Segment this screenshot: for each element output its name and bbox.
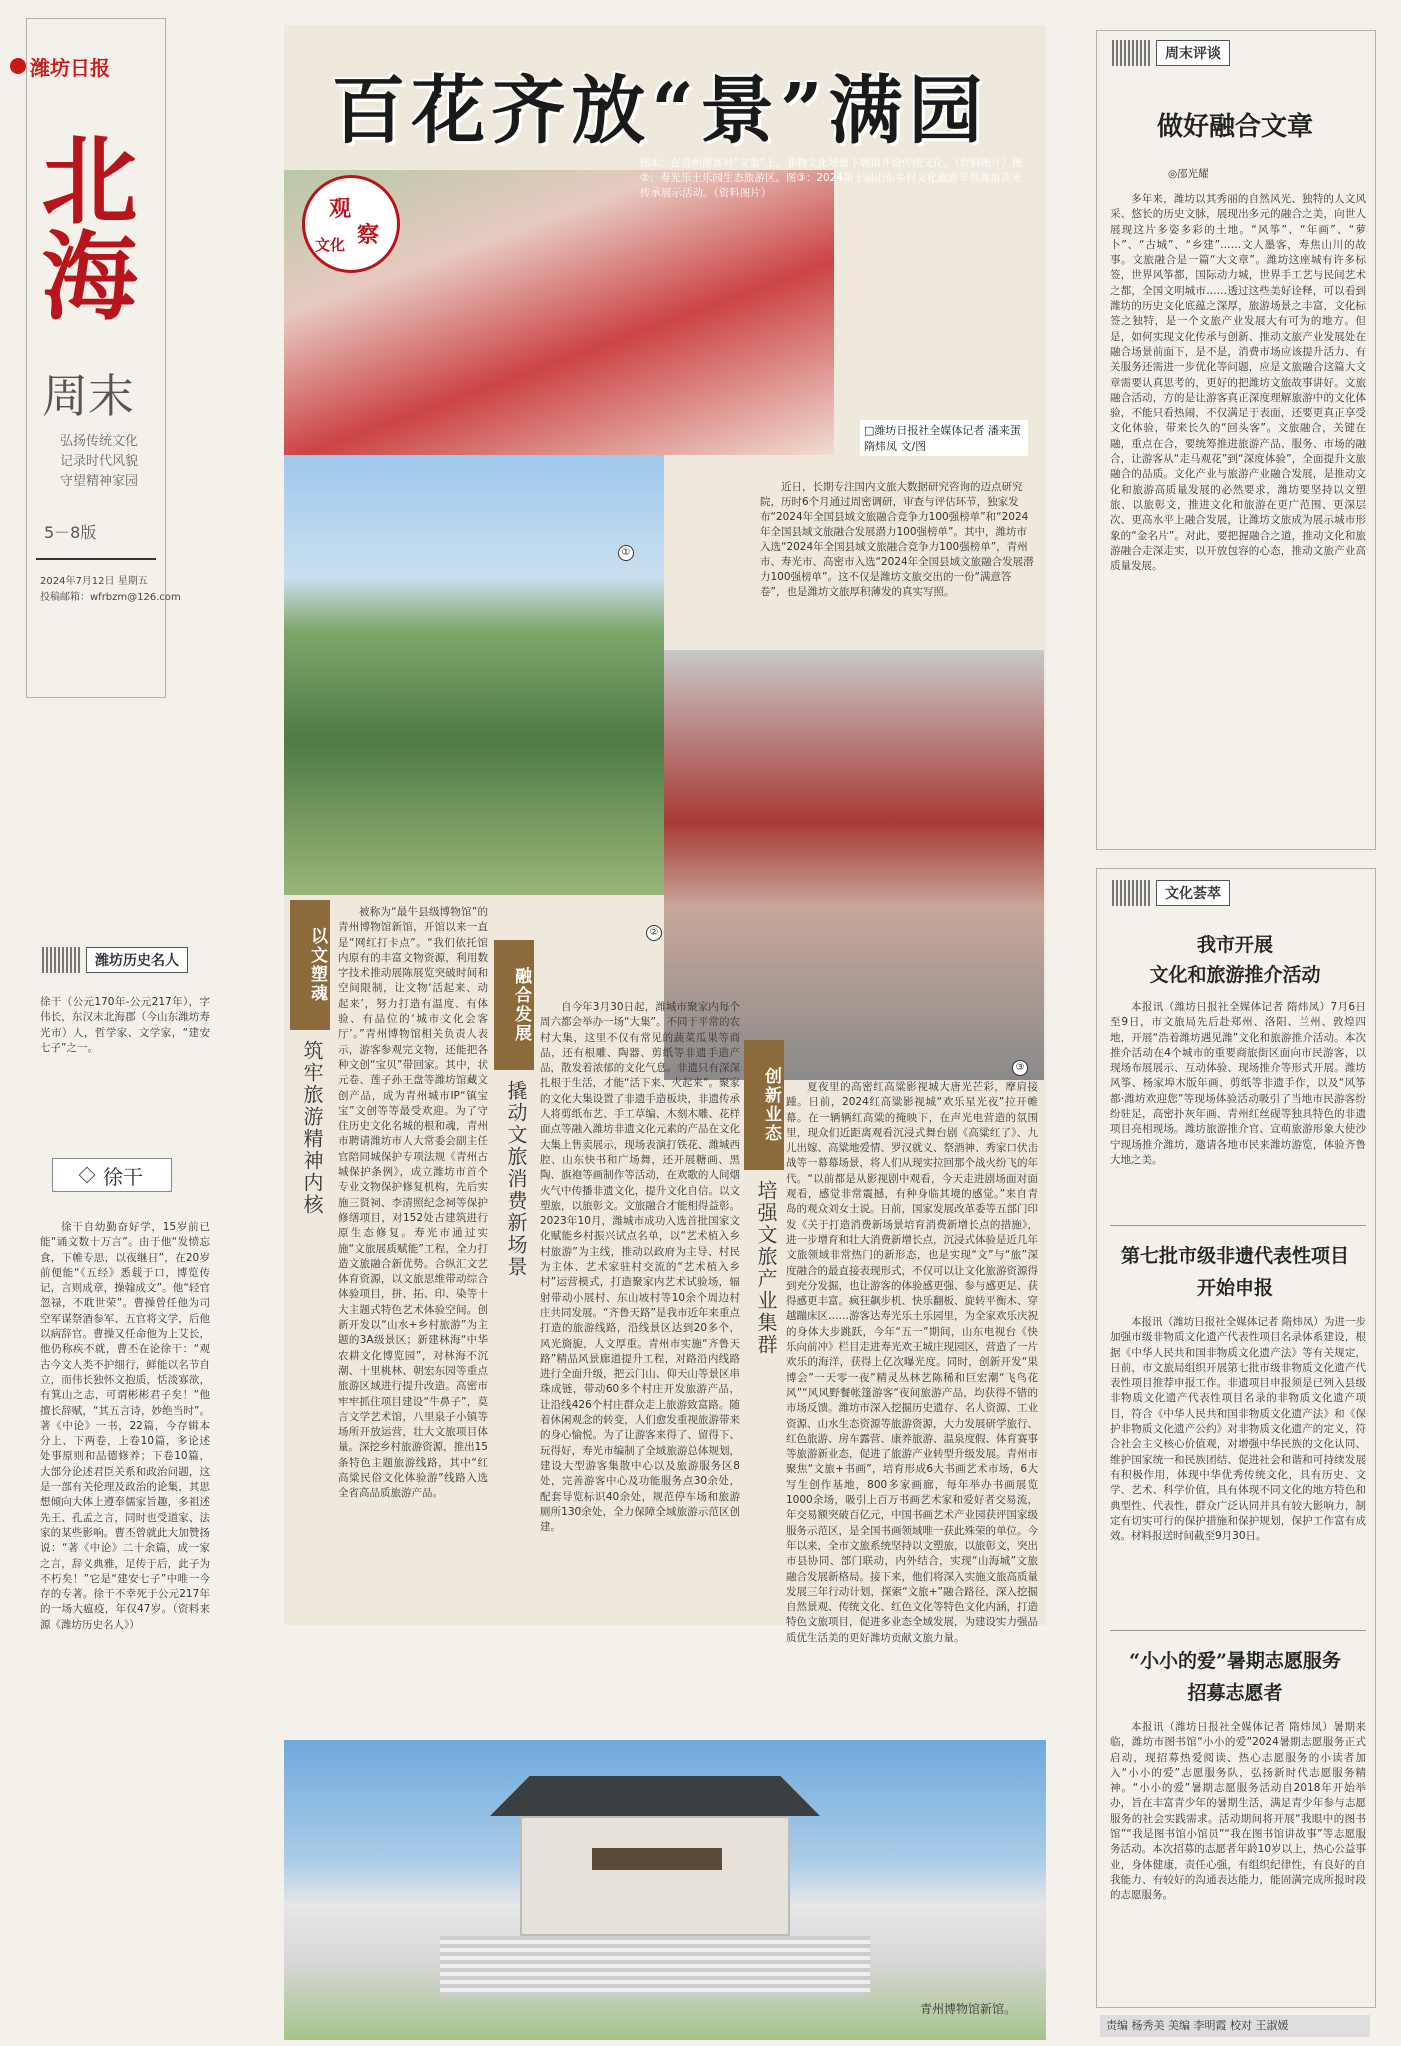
edition-label: 5－8版	[44, 523, 97, 542]
section-3-body: 夏夜里的高密红高粱影视城大唐光芒彩，摩肩接踵。日前，2024红高粱影视城“欢乐星光夜”拉开帷幕。在一辆辆红高粱的掩映下，在声光电营造的氛围里，现众们近距离观看沉浸式舞台剧《高粱红了》、九儿出嫁、高粱地爱情、罗汉就义、祭酒神、秀家口伏击战等一幕幕场景，将人们从现实拉回那个战火纷飞的年代。“以前都是从影视剧中观看，今天走进剧场面对面观看，感觉非常震撼，有种身临其境的感觉。”来自青岛的观众刘女士说。日前，国家发展改革委等五部门印发《关于打造消费新场景培育消费新增长点的措施》，进一步增育和壮大消费新增长点，沉浸式体验是近几年文旅领域非常热门的新形态，也是实现“文”与“旅”深度融合的最直接表现形式，不仅可以让文化旅游资源得到充分发掘，也让游客的体验感更强、参与感更足、获得感更丰富。疯狂飙步机、快乐翻板、旋转平衡木、穿越蹦床区……游客达寿光乐土乐园里，为全家欢乐庆祝的身体大步跳跃，今年“五一”期间，山东电视台《快乐向前冲》栏目走进寿光欢王城庄现园区，营造了一片欢乐的海洋，获得上亿次曝光度。同时，创新开发“果博会”一天零一夜”精灵丛林艺陈稀和巨宏潮“飞鸟花风”“风风野餐帐篷游客“夜间旅游产品，均获得不错的市场反馈。潍坊市深入挖掘历史遗存、名人资源、工业资源、山水生态资源等旅游资源，大力发展研学旅行、红色旅游、房车露营、康养旅游、温泉度假、体育赛事等旅游新业态，促进了旅游产业转型升级发展。青州市聚焦“文旅+书画”，培育形成6大书画艺术市场，6大写生创作基地，800多家画廊，每年举办书画展览1000余场，吸引上百万书画艺术家和爱好者交易流，年交易额突破百亿元，中国书画艺术产业园获评国家级服务示范区，是全国书画领域唯一获此殊荣的单位。今年以来，全市文旅系统坚持以文塑旅，以旅彰文，突出市县协同、部门联动，内外结合，实现“山海城”文旅融合发展新格局。接下来，他们将深入实施文旅高质量发展三年行动计划，探索“文旅+”融合路径，深入挖掘自然景观、传统文化、红色文化等特色文化内涵，打造特色文旅项目，促进多业态全域发展，为建设实力强品质优生活美的更好潍坊贡献文旅力量。	[786, 1081, 1038, 1644]
museum-roof	[490, 1776, 820, 1816]
slogan-3: 守望精神家园	[60, 474, 139, 489]
divider	[36, 558, 156, 560]
news-3-body: 本报讯（潍坊日报社全媒体记者 隋炜凤）暑期来临，潍坊市图书馆“小小的爱”2024暑期志愿服务正式启动，现招募热爱阅读、热心志愿服务的小读者加入“小小的爱”志愿服务队，弘扬新时代志愿服务精神。“小小的爱”暑期志愿服务活动自2018年开始举办，旨在丰富青少年的暑期生活，满足青少年参与志愿服务的社会实践需求。活动期间将开展“我眼中的图书馆”“我是图书馆小馆员”“我在图书馆讲故事”等志愿服务活动。本次招募的志愿者年龄10岁以上，热心公益事业，身体健康，责任心强，有组织纪律性，有良好的自我能力、有较好的沟通表达能力，能固满完成所报时段的志愿服务。	[1110, 1721, 1366, 1902]
barcode-ornament	[42, 947, 82, 973]
logo-text: 潍坊日报	[30, 55, 110, 80]
feature-intro: 近日，长期专注国内文旅大数据研究咨询的迈点研究院，历时6个月通过周密调研，审查与评估环节，独家发布“2024年全国县域文旅融合竞争力100强榜单”和“2024年全国县域文旅融合发展潜力100强榜单”。其中，潍坊市入选“2024年全国县域文旅融合竞争力100强榜单”，青州市、寿光市、高密市入选“2024年全国县域文旅融合发展潜力100强榜单”。这不仅是潍坊文旅交出的一份“满意答卷”，也是潍坊文旅厚积薄发的真实写照。	[760, 481, 1034, 598]
reporter-byline: □潍坊日报社全媒体记者 潘来蛋 隋炜凤 文/图	[860, 420, 1028, 456]
masthead-subtitle: 周末	[42, 369, 134, 423]
diamond-icon	[79, 1167, 96, 1184]
section-1-subtitle: 筑牢旅游精神内核	[300, 1040, 324, 1216]
history-section-tag: 潍坊历史名人	[42, 945, 188, 975]
slogan-1: 弘扬传统文化	[60, 434, 139, 449]
barcode-ornament	[1112, 880, 1152, 906]
logo-icon	[10, 58, 26, 74]
culture-section-tag: 文化荟萃	[1112, 878, 1230, 908]
commentary-author: ◎邵光耀	[1168, 168, 1209, 180]
photo-park-aerial	[284, 455, 664, 895]
divider	[1110, 1225, 1366, 1226]
section-3-subtitle: 培强文旅产业集群	[754, 1180, 778, 1356]
barcode-ornament	[1112, 40, 1152, 66]
history-intro: 徐干（公元170年-公元217年），字伟长，东汉末北海郡（今山东潍坊寿光市）人，哲学家、文学家，“建安七子”之一。	[40, 996, 210, 1054]
museum-caption: 青州博物馆新馆。	[920, 2002, 1017, 2016]
section-1-tag: 以文塑魂	[290, 900, 330, 1030]
section-2-tag: 融合发展	[494, 940, 534, 1070]
issue-date: 2024年7月12日 星期五	[40, 576, 148, 587]
photo-number-1: ①	[618, 545, 634, 561]
section-2-subtitle: 撬动文旅消费新场景	[504, 1080, 528, 1278]
feature-headline: 百花齐放“景”满园	[331, 68, 989, 154]
news-1-title: 我市开展 文化和旅游推介活动	[1149, 934, 1321, 986]
commentary-section-tag: 周末评谈	[1112, 38, 1230, 68]
observe-seal: 观 察 文化	[302, 175, 400, 273]
commentary-body: 多年来，潍坊以其秀丽的自然风光、独特的人文风采、悠长的历史文脉，展现出多元的融合之美，向世人展现这片多姿多彩的土地。“风筝”、“年画”、“萝卜”、“古城”、“乡建”……文人墨客，寿焦山川的故事。文旅融合是一篇“大文章”。潍坊这座城有许多标签，世界风筝都，国际动力城，世界手工艺与民间艺术之都，全国文明城市……透过这些美好诠释，可以看到潍坊的历史文化底蕴之深厚，旅游场景之丰富，文化标签之独特，是一个文旅产业发展大有可为的地方。但是，如何实现文化传承与创新、推动文旅产业发展处在融合场景前面下，是不是，消费市场应该提升活力、有关服务还需进一步优化等问题，应是文旅融合这篇大文章需要认真思考的，更好的把潍坊文旅故事讲好。文旅融合活动，方的是让游客真正深度理解旅游中的文化体验，不能只看热闹，不仅满足于表面，还要更真正享受文化体验，带来长久的“回头客”。文旅融合，关键在融，重点在合，要统筹推进旅游产品、服务、市场的融合，让游客从“走马观花”到“深度体验”，全面提升文旅融合的品质。文化产业与旅游产业融合发展，是推动文化和旅游高质量发展的必然要求，潍坊要坚持以文塑旅、以旅彰文，推进文化和旅游在更广范围、更深层次、更高水平上融合发展，让潍坊文旅成为展示城市形象的“金名片”。对此，要把握融合之道，推动文化和旅游融合走深走实，以开放包容的心态，推动文旅产业高质量发展。	[1110, 193, 1366, 573]
news-3-title: “小小的爱”暑期志愿服务 招募志愿者	[1129, 1650, 1341, 1704]
section-1-body: 被称为“最牛县级博物馆”的青州博物馆新馆，开馆以来一直是“网红打卡点”。“我们依托馆内原有的丰富文物资源，利用数字技术推动展陈展览突破时间和空间限制，让文物‘活起来、动起来’，努力打造有温度、有体验、有品位的‘城市文化会客厅’。”青州博物馆相关负责人表示，游客参观完文物，还能把各种文创“宝贝”带回家。其中，状元卷、莲子孙王盘等潍坊馆藏文创产品，成为青州城市IP“镇宝宝”文创等等最受欢迎。为了守住历史文化名城的根和魂，青州市聘请潍坊市人大常委会副主任官陪同城保护专项法规《青州古城保护条例》，成立潍坊市首个专业文物保护修复机构，先后实施三贤祠、李清照纪念祠等保护修缮项目，对152处古建筑进行原生态修复。寿光市通过实施“文旅展质赋能”工程，全力打造文旅融合新优势。合纵汇文艺体育资源，以文旅思维带动综合体验项目，拼、拓、印、染等十大主题式特色艺术体验空间。创新开发以“山水+乡村旅游”为主题的3A级景区；新建林海“中华农耕文化博览园”，对林海不沉潮、十里桃林、朝宏东园等重点旅游区域进行提升改造。高密市牢牢抓住项目建设“牛鼻子”，莫言文学艺术馆，八里泉子小镇等场所开放运营，壮大文旅项目体量。深挖乡村旅游资源，推出15条特色主题旅游线路，其中“红高粱民俗文化体验游”线路入选全省高品质旅游产品。	[338, 906, 488, 1500]
museum-steps	[440, 1936, 870, 1996]
news-1-body: 本报讯（潍坊日报社全媒体记者 隋炜凤）7月6日至9日，市文旅局先后赴郑州、洛阳、兰州、敦煌四地，开展“浩着潍坊遇见潍”文化和旅游推介活动。本次推介活动在4个城市的重要商旅街区面向市民游客，以现场布展展示、互动体验、现场推介等形式开展。潍坊风筝、杨家埠木版年画、剪纸等非遗手作，以及“风筝都·潍坊欢迎您”等现场体验活动吸引了当地市民游客纷纷驻足，高密扑灰年画、青州红丝砚等独具特色的非遗项目亮相现场。潍坊旅游推介官、宣萌旅游形象大使沙宁现场推介潍坊，邀请各地市民来潍坊游览，体验齐鲁大地之美。	[1110, 1001, 1366, 1166]
photo-number-2: ②	[646, 925, 662, 941]
photo-number-3: ③	[1012, 1060, 1028, 1076]
divider	[1110, 1630, 1366, 1631]
editor-credits: 责编 杨秀美 美编 李明霞 校对 王淑媛	[1100, 2015, 1370, 2037]
slogan-2: 记录时代风貌	[60, 454, 139, 469]
news-2-title: 第七批市级非遗代表性项目 开始申报	[1120, 1245, 1349, 1299]
photo-caption: 图①：在青州游客对“文美”上，非物文化场景下展馆开设传统文化。（资料图片）图②：寿光乐土乐园生态旅游区。图③：2024第十届山东乡村文化旅游节暨潍坊高光传承展示活动。（资料图片）	[640, 157, 1023, 199]
museum-building	[520, 1816, 790, 1936]
museum-sign	[592, 1848, 722, 1870]
person-name: 徐干	[103, 1164, 143, 1189]
news-2-body: 本报讯（潍坊日报社全媒体记者 隋炜凤）为进一步加强市级非物质文化遗产代表性项目名录体系建设，根据《中华人民共和国非物质文化遗产法》等有关规定，日前，市文旅局组织开展第七批市级非物质文化遗产代表性项目推荐申报工作。非遗项目申报须是已列入县级非物质文化遗产代表性项目名录的非物质文化遗产项目，符合《中华人民共和国非物质文化遗产法》和《保护非物质文化遗产公约》对非物质文化遗产的定义，符合社会主义核心价值观，对增强中华民族的文化认同、维护国家统一和民族团结、促进社会和谐和可持续发展有积极作用，体现中华优秀传统文化，具有历史、文学、艺术、科学价值，具有体现不同文化的地方特色和典型性、代表性，群众广泛认同并具有较大影响力，制定有切实可行的保护措施和保护规划，保护工作富有成效。材料报送时间截至9月30日。	[1110, 1316, 1366, 1543]
submission-email: 投稿邮箱：wfrbzm@126.com	[40, 592, 181, 603]
person-name-box	[52, 1158, 172, 1192]
commentary-title: 做好融合文章	[1156, 112, 1313, 142]
section-2-body: 自今年3月30日起，潍城市聚家内每个周六都会举办一场“大集”。不同于平常的农村大集，这里不仅有常见的蔬菜瓜果等商品，还有根雕、陶器、剪纸等非遗手造产品，散发着浓郁的文化气息。非遗只有深深扎根于生活，才能“活下来、火起来”。聚家的文化大集设置了非遗手造板块，非遗传承人将剪纸布艺、手工草编、木刻木雕、花样面点等融入潍坊非遗文化元素的产品在文化大集上售卖展示，现场表演打铁花、潍城西腔、山东快书和广场舞，还开展糖画、黑陶、旗袍等画制作等活动，在欢歌的人间烟火气中传播非遗文化，提升文化自信。以文塑旅，以旅彰文。文旅融合才能相得益彰。2023年10月，潍城市成功入选首批国家文化赋能乡村振兴试点名单，以“艺术植入乡村旅游”为主线，推动以政府为主导、村民为主体、艺术家驻村交流的“艺术植入乡村”运营模式，打造聚家内艺术试验场，辐射带动小展村、东山坡村等10余个周边村庄共同发展。“齐鲁天路”是我市近年来重点打造的旅游线路，沿线景区达到20多个，风光旖旎，人文厚重。青州市实施“齐鲁天路”精品风景廊道提升工程，对路沿内线路进行全面升级，把云门山、仰天山等景区串珠成链，带动60多个村庄开发旅游产品，让沿线426个村庄群众走上旅游致富路。随着休闲观念的转变，人们愈发重视旅游带来的身心愉悦。为了让游客来得了、留得下、玩得好，寿光市编制了全域旅游总体规划，建设大型游客集散中心以及旅游服务区8处，完善游客中心及功能服务点30余处，配套导览标识40余处，规范停车场和旅游厕所130余处，全力保障全域旅游示范区创建。	[540, 1001, 740, 1534]
section-3-tag: 创新业态	[744, 1040, 784, 1170]
masthead-title: 北海	[26, 130, 139, 322]
newspaper-logo	[10, 52, 138, 80]
history-body: 徐干自幼勤奋好学，15岁前已能“诵文数十万言”。由于他“发愤忘食，下帷专思，以夜继日”，在20岁前便能“《五经》悉载于口，博览传记，言则成章，操翰成文”。他“轻官忽禄，不耽世荣”。曹操曾任他为司空军谋祭酒参军、五官将文学，后他以病辞官。曹操又任命他为上艾长，他仍称疾不就，曹丕在论徐干：“观古今文人类不护细行，鲜能以名节自立，而伟长独怀文抱质，恬淡寡欲，有箕山之志，可谓彬彬君子矣！”他擅长辞赋，“其五言诗，妙绝当时”。著《中论》一书，22篇，今存辑本分上、下两卷，上卷10篇，多论述处事原则和品德修养；下卷10篇，大部分论述君臣关系和政治问题，这是一部有关伦理及政治的论集，其思想倾向大体上遵奉儒家旨趣，多祖述先王、孔孟之言，同时也受道家、法家的某些影响。曹丕曾就此大加赞扬说：“著《中论》二十余篇，成一家之言，辞义典雅，足传于后，此子为不朽矣！”它是“建安七子”中唯一今存的专著。徐干不幸死于公元217年的一场大瘟疫，年仅47岁。（资料来源《潍坊历史名人》）	[40, 1221, 210, 1631]
